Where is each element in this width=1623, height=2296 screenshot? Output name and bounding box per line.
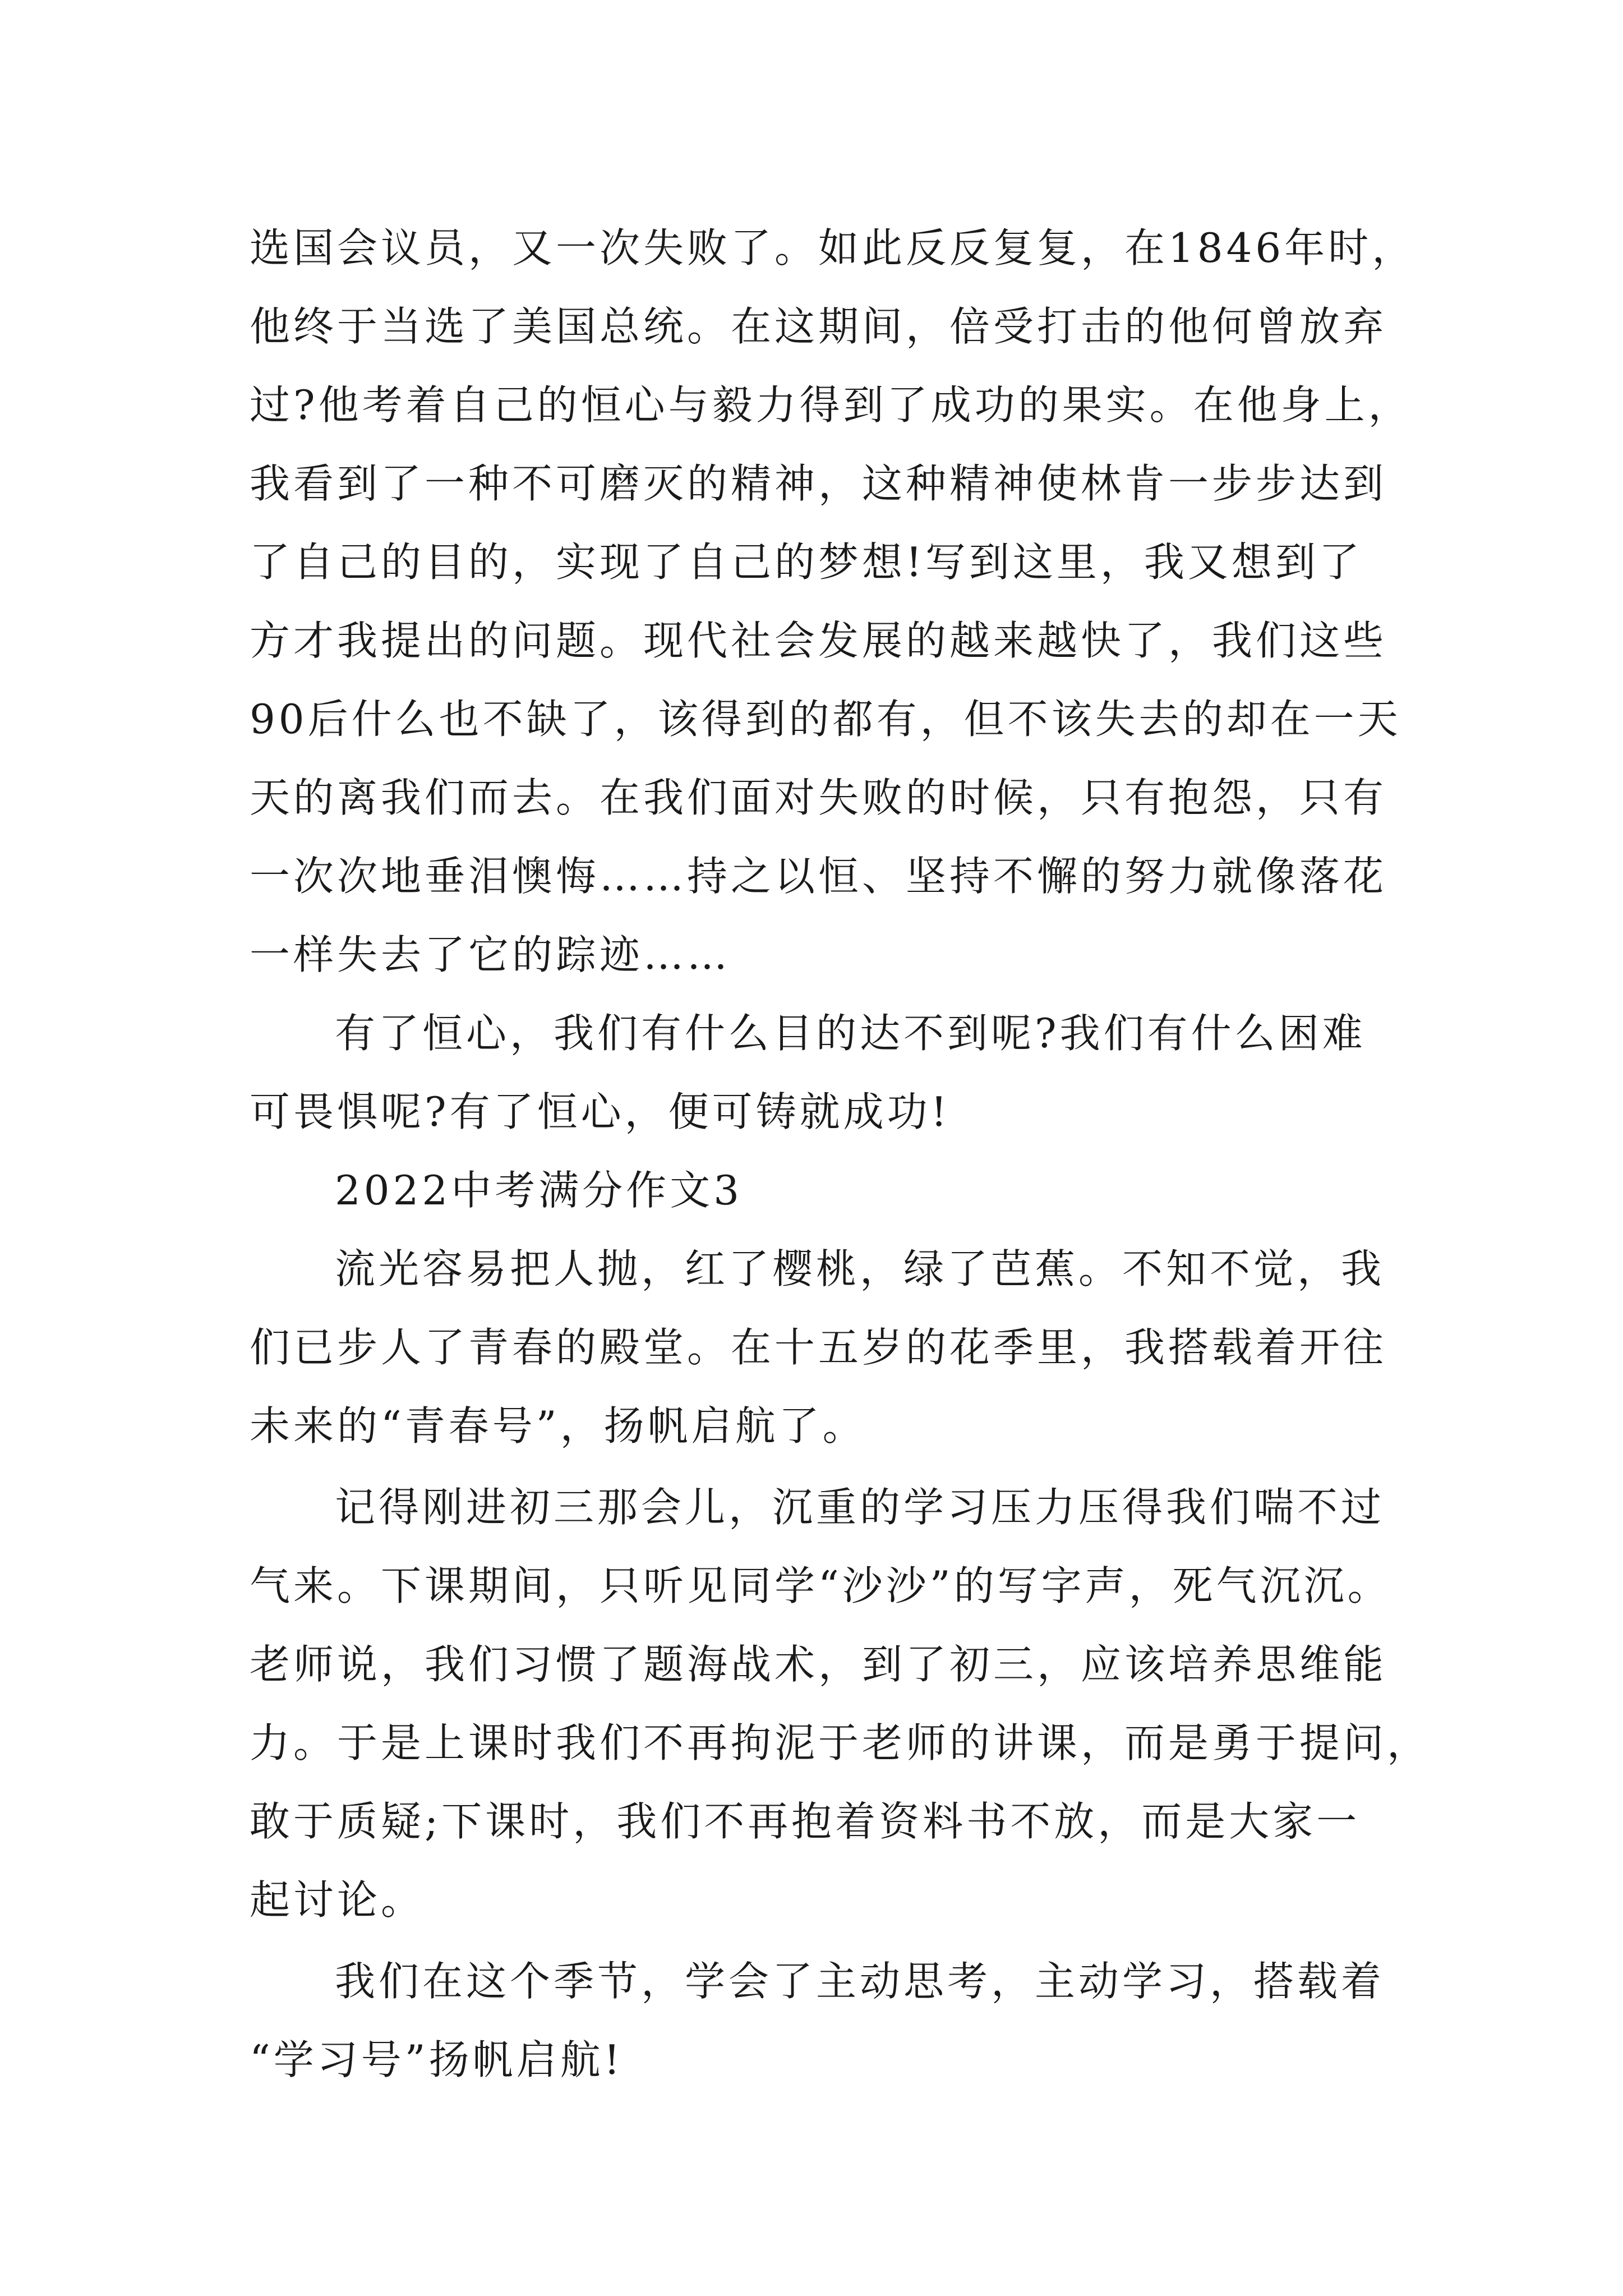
- text-line: 90后什么也不缺了，该得到的都有，但不该失去的却在一天: [250, 696, 1401, 743]
- text-line: 力。于是上课时我们不再拘泥于老师的讲课，而是勇于提问，: [250, 1719, 1431, 1766]
- paragraph-start-line: 有了恒心，我们有什么目的达不到呢?我们有什么困难: [335, 1010, 1366, 1057]
- text-line: 起讨论。: [250, 1876, 425, 1924]
- text-line: 敢于质疑;下课时，我们不再抱着资料书不放，而是大家一: [250, 1798, 1361, 1845]
- paragraph-start-line: 记得刚进初三那会儿，沉重的学习压力压得我们喘不过: [335, 1484, 1385, 1531]
- text-line: 我看到了一种不可磨灭的精神，这种精神使林肯一步步达到: [250, 460, 1387, 507]
- paragraph-start-line: 我们在这个季节，学会了主动思考，主动学习，搭载着: [335, 1958, 1385, 2005]
- text-line: 一样失去了它的踪迹……: [250, 931, 731, 978]
- text-line: 方才我提出的问题。现代社会发展的越来越快了，我们这些: [250, 617, 1387, 664]
- text-line: 过?他考着自己的恒心与毅力得到了成功的果实。在他身上，: [250, 381, 1412, 429]
- text-line: 气来。下课期间，只听见同学“沙沙”的写字声，死气沉沉。: [250, 1562, 1391, 1609]
- text-line: 一次次地垂泪懊悔……持之以恒、坚持不懈的努力就像落花: [250, 853, 1387, 900]
- paragraph-start-line: 流光容易把人抛，红了樱桃，绿了芭蕉。不知不觉，我: [335, 1245, 1385, 1292]
- text-line: 未来的“青春号”，扬帆启航了。: [250, 1402, 866, 1450]
- text-line: 可畏惧呢?有了恒心，便可铸就成功!: [250, 1088, 951, 1135]
- text-line: 老师说，我们习惯了题海战术，到了初三，应该培养思维能: [250, 1641, 1387, 1688]
- text-line: “学习号”扬帆启航!: [250, 2036, 624, 2083]
- text-line: 天的离我们而去。在我们面对失败的时候，只有抱怨，只有: [250, 774, 1387, 821]
- text-line: 们已步人了青春的殿堂。在十五岁的花季里，我搭载着开往: [250, 1324, 1387, 1371]
- text-line: 了自己的目的，实现了自己的梦想!写到这里，我又想到了: [250, 539, 1363, 586]
- section-heading: 2022中考满分作文3: [335, 1167, 743, 1214]
- text-line: 他终于当选了美国总统。在这期间，倍受打击的他何曾放弃: [250, 303, 1387, 350]
- text-line: 选国会议员，又一次失败了。如此反反复复，在1846年时，: [250, 224, 1416, 272]
